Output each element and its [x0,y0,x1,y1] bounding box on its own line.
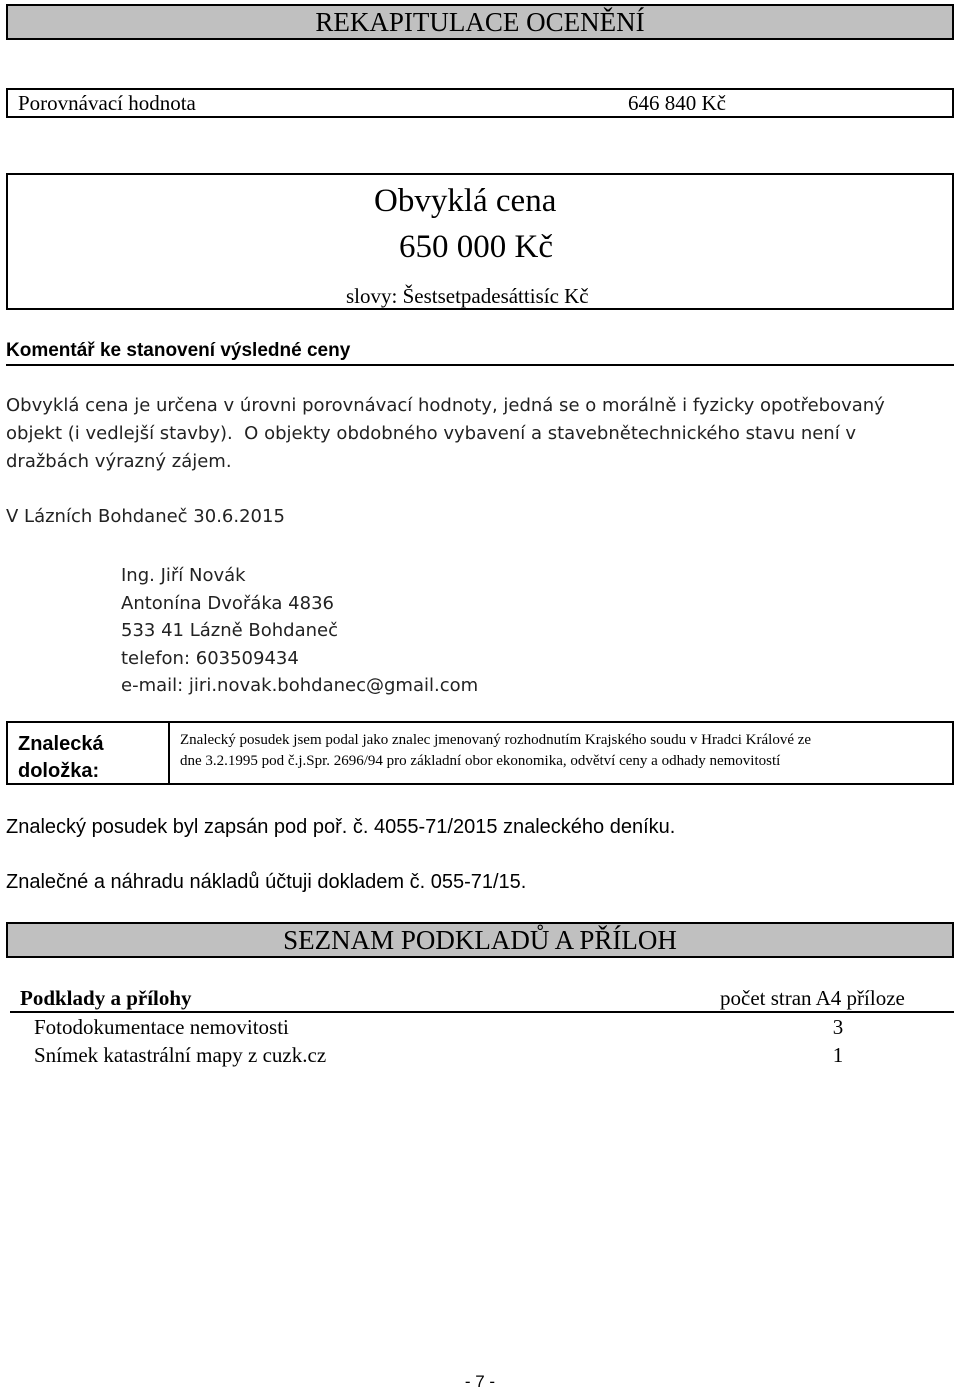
expert-name: Ing. Jiří Novák [121,565,246,586]
expert-clause-text [180,730,950,772]
expert-street: Antonína Dvořáka 4836 [121,592,334,614]
comment-line: Obvyklá cena je určena v úrovni porovnávací hodnoty, jedná se o morálně i fyzicky opotřebovaný [6,395,885,416]
comment-paragraph [6,392,954,476]
comment-line: dražbách výrazný zájem. [6,451,232,472]
recap-title: REKAPITULACE OCENĚNÍ [315,7,645,37]
attachments-title-banner [6,922,954,958]
expert-city: 533 41 Lázně Bohdaneč [121,620,339,641]
attachments-title: SEZNAM PODKLADŮ A PŘÍLOH [283,925,677,955]
compare-value: 646 840 Kč [628,91,726,115]
usual-price-in-words: slovy: Šestsetpadesáttisíc Kč [346,284,589,308]
clause-text-line: Znalecký posudek jsem podal jako znalec jmenovaný rozhodnutím Krajského soudu v Hradci Králové ze [180,732,812,748]
expert-contact-block [121,562,478,700]
recap-title-banner [6,4,954,40]
attachment-row-count: 3 [832,1015,844,1039]
compare-label: Porovnávací hodnota [18,91,196,115]
registry-line: Znalecký posudek byl zapsán pod poř. č. 4055-71/2015 znaleckého deníku. [6,816,676,838]
pages-column-header: počet stran A4 příloze [720,986,905,1010]
attachment-row-count: 1 [832,1043,844,1067]
clause-divider [168,721,170,785]
fee-line: Znalečné a náhradu nákladů účtuji dokladem č. 055-71/15. [6,871,527,893]
expert-clause-label [18,731,104,785]
expert-phone: telefon: 603509434 [121,647,299,669]
attachments-column-header: Podklady a přílohy [20,986,192,1010]
usual-price-title: Obvyklá cena [374,183,557,219]
comment-line: objekt (i vedlejší stavby). O objekty obdobného vybavení a stavebnětechnického stavu není v [6,423,857,444]
attachments-header-rule [10,1011,954,1013]
clause-text-line: dne 3.2.1995 pod č.j.Spr. 2696/94 pro základní obor ekonomika, odvětví ceny a odhady nemovitostí [180,753,781,769]
attachment-row-label: Snímek katastrální mapy z cuzk.cz [34,1043,327,1067]
clause-label-line: Znalecká [18,733,104,755]
page-number: - 7 - [464,1372,496,1391]
comment-heading: Komentář ke stanovení výsledné ceny [6,340,954,366]
usual-price-value: 650 000 Kč [399,229,553,265]
expert-email: e-mail: jiri.novak.bohdanec@gmail.com [121,675,479,696]
clause-label-line: doložka: [18,760,100,782]
place-and-date: V Lázních Bohdaneč 30.6.2015 [6,506,285,527]
attachment-row-label: Fotodokumentace nemovitosti [34,1015,289,1039]
